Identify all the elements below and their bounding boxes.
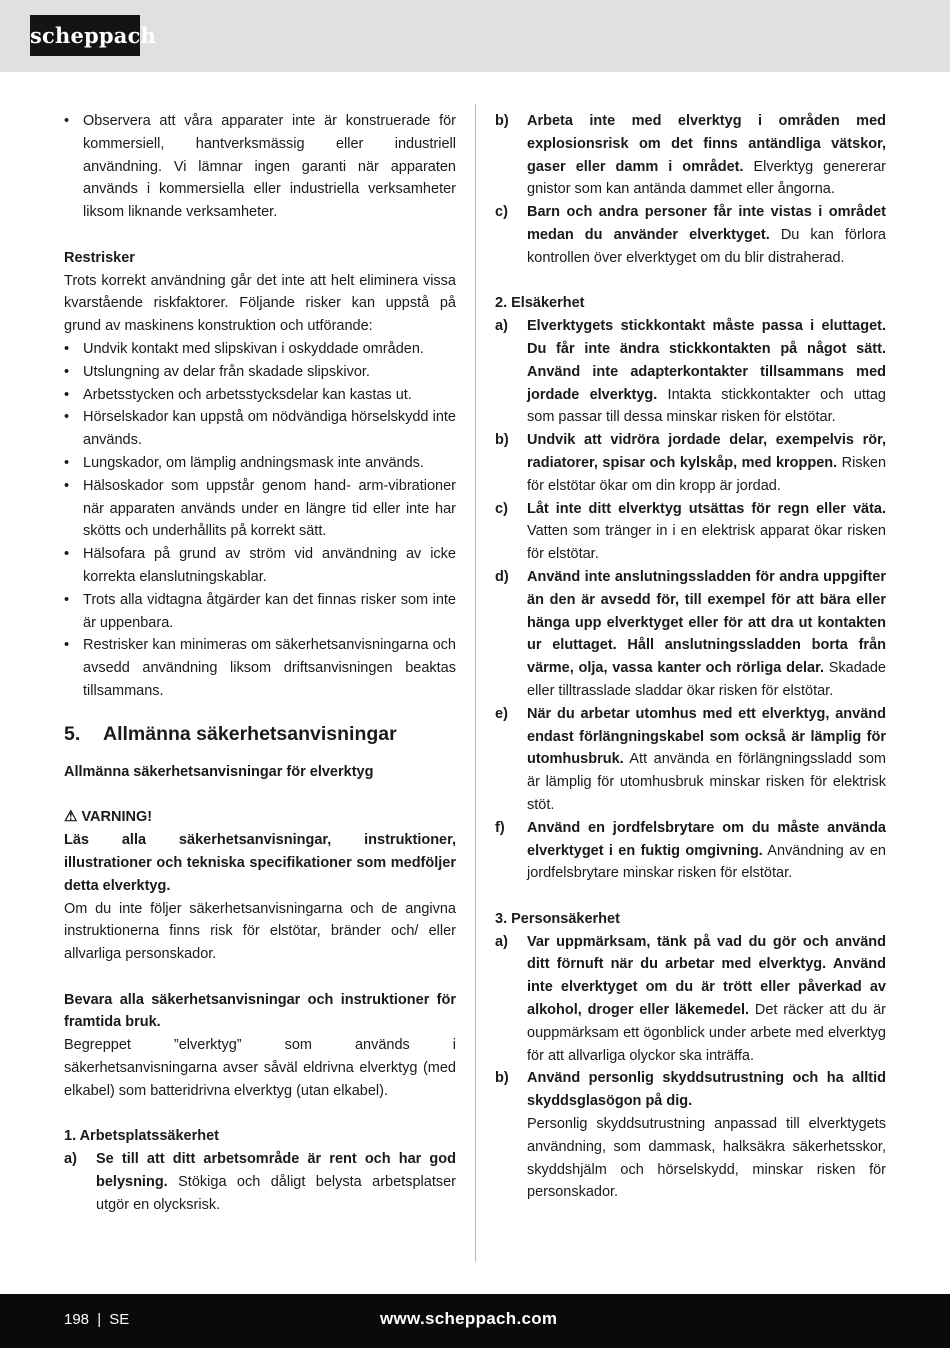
website-link[interactable]: www.scheppach.com bbox=[380, 1309, 558, 1328]
list-item bbox=[495, 1067, 886, 1113]
item-label: c) bbox=[495, 500, 508, 517]
item-text bbox=[527, 429, 886, 497]
section-number: 5. bbox=[64, 722, 81, 745]
list-item bbox=[495, 703, 886, 817]
work-items-left bbox=[64, 1148, 456, 1216]
list-item bbox=[495, 110, 886, 201]
list-item bbox=[495, 201, 886, 269]
item-text bbox=[527, 201, 886, 269]
list-item bbox=[495, 429, 886, 497]
list-item: • Utslungning av delar från skadade slipskivor. bbox=[64, 361, 456, 384]
item-normal-text: Att använda en förlängningssladd som är lämplig för utomhusbruk minskar risken för elektrisk stöt. bbox=[527, 751, 886, 813]
item-text bbox=[527, 931, 886, 1068]
person-items bbox=[495, 931, 886, 1113]
person-heading: 3. Personsäkerhet bbox=[495, 910, 620, 927]
keep-text: Begreppet ”elverktyg” som används i säkerhetsanvisningarna avser såväl eldrivna elverktyg (med elkabel) som batteridrivna elverktyg (utan elkabel). bbox=[64, 1037, 456, 1099]
rest-intro: Trots korrekt användning går det inte att helt eliminera vissa kvarstående riskfaktorer. Följande risker kan uppstå på grund av maskinens konstruktion och utförande: bbox=[64, 272, 456, 335]
intro-bullet: • Observera att våra apparater inte är konstruerade för kommersiell, hantverksmässig eller industriell användning. Vi lämnar ingen garanti när apparaten används i kommersiella eller industriella verksamheter liksom liknande verksamheter. bbox=[64, 110, 456, 224]
item-normal-text: Elverktyg genererar gnistor som kan antända dammet eller ångorna. bbox=[527, 158, 886, 198]
list-item bbox=[495, 498, 886, 566]
item-label: b) bbox=[495, 1070, 509, 1087]
item-normal-text: Det räcker att du är ouppmärksam ett ögonblick under arbete med elverktyg för att allvarliga olyckor ska inträffa. bbox=[527, 1002, 886, 1064]
list-item: • Lungskador, om lämplig andningsmask inte används. bbox=[64, 452, 456, 475]
item-bold-text: När du arbetar utomhus med ett elverktyg, använd endast förlängningskabel som också är lämplig för utomhusbruk. bbox=[527, 705, 886, 768]
list-item: • Trots alla vidtagna åtgärder kan det finnas risker som inte är uppenbara. bbox=[64, 589, 456, 635]
item-bold-text: Använd en jordfelsbrytare om du måste använda elverktyget i en fuktig omgivning. bbox=[527, 819, 886, 859]
work-items-right bbox=[495, 110, 886, 270]
item-bold-text: Elverktygets stickkontakt måste passa i eluttaget. Du får inte ändra stickkontakten på något sätt. Använd inte adapterkontakter tillsammans med jordade elverktyg. bbox=[527, 318, 886, 403]
list-item: • Undvik kontakt med slipskivan i oskyddade områden. bbox=[64, 338, 456, 361]
section-title: Allmänna säkerhetsanvisningar bbox=[103, 722, 397, 745]
brand-logo: scheppach bbox=[30, 15, 140, 56]
item-bold-text: Låt inte ditt elverktyg utsättas för regn eller väta. bbox=[527, 500, 886, 517]
item-label: f) bbox=[495, 819, 505, 836]
item-bold-text: Var uppmärksam, tänk på vad du gör och använd ditt förnuft när du arbetar med elverktyg. Använd inte elverktyget om du är trött eller påverkad av alkohol, droger eller läkemedel. bbox=[527, 933, 886, 1019]
item-label: b) bbox=[495, 113, 509, 129]
warning-bold-text: Läs alla säkerhetsanvisningar, instruktioner, illustrationer och tekniska specifikationer som medföljer detta elverktyg. bbox=[64, 832, 456, 894]
item-text bbox=[527, 703, 886, 817]
el-heading: 2. Elsäkerhet bbox=[495, 295, 585, 312]
list-item bbox=[64, 1148, 456, 1216]
item-label: a) bbox=[495, 933, 508, 950]
person-b-text: Personlig skyddsutrustning anpassad till elverktygets användning, som dammask, halksäkra säkerhetsskor, skyddshjälm och hörselskydd, minskar risken för personskador. bbox=[527, 1116, 886, 1201]
item-bold-text: Arbeta inte med elverktyg i områden med explosionsrisk om det finns antändliga vätskor, gaser eller damm i området. bbox=[527, 113, 886, 175]
item-normal-text: Du kan förlora kontrollen över elverktyget om du blir distraherad. bbox=[527, 226, 886, 266]
item-normal-text: Vatten som tränger in i en elektrisk apparat ökar risken för elstötar. bbox=[527, 523, 886, 563]
right-column bbox=[495, 110, 886, 1204]
item-text bbox=[527, 498, 886, 566]
item-normal-text: Användning av en jordfelsbrytare minskar risken för elstötar. bbox=[527, 842, 886, 882]
list-item: • Restrisker kan minimeras om säkerhetsanvisningarna och avsedd användning liksom driftsanvisningen beaktas tillsammans. bbox=[64, 634, 456, 702]
item-label: d) bbox=[495, 568, 509, 585]
item-bold-text: Använd personlig skyddsutrustning och ha alltid skyddsglasögon på dig. bbox=[527, 1070, 886, 1110]
left-column bbox=[64, 110, 456, 1217]
item-text bbox=[96, 1148, 456, 1216]
item-label: e) bbox=[495, 705, 508, 722]
warning-triangle-icon: ⚠ bbox=[64, 808, 78, 826]
item-bold-text: Undvik att vidröra jordade delar, exempelvis rör, radiatorer, spisar och kylskåp, med kroppen. bbox=[527, 432, 886, 471]
item-bold-text: Använd inte anslutningssladden för andra uppgifter än den är avsedd för, till exempel för att bära eller hänga upp elverktyget eller för att dra ut kontakten ur eluttaget. Håll anslutningssladden borta från värme, olja, vassa kanter och rörliga delar. bbox=[527, 568, 886, 677]
warning-text: Om du inte följer säkerhetsanvisningarna och de angivna instruktionerna finns risk för elstötar, bränder och/ eller allvarliga personskador. bbox=[64, 900, 456, 963]
item-text bbox=[527, 817, 886, 885]
language-code: SE bbox=[109, 1311, 130, 1328]
list-item bbox=[495, 817, 886, 885]
item-text bbox=[527, 566, 886, 703]
page-footer bbox=[0, 1294, 950, 1348]
item-text bbox=[527, 1067, 886, 1113]
list-item: • Arbetsstycken och arbetsstycksdelar kan kastas ut. bbox=[64, 384, 456, 407]
item-bold-text: Se till att ditt arbetsområde är rent och har god belysning. bbox=[96, 1151, 456, 1191]
person-b-continuation bbox=[495, 1113, 886, 1204]
item-label: b) bbox=[495, 432, 509, 449]
list-item: • Hälsofara på grund av ström vid användning av icke korrekta elanslutningskablar. bbox=[64, 543, 456, 589]
list-item: • Hörselskador kan uppstå om nödvändiga hörselskydd inte används. bbox=[64, 406, 456, 452]
warning-label: VARNING! bbox=[81, 809, 153, 826]
page-number-value: 198 bbox=[64, 1311, 90, 1328]
item-normal-text: Intakta stickkontakter och uttag som passar till dessa minskar risken för elstötar. bbox=[527, 386, 887, 426]
el-items bbox=[495, 315, 886, 885]
item-label: a) bbox=[64, 1151, 77, 1168]
page-header bbox=[0, 0, 950, 72]
list-item bbox=[495, 315, 886, 429]
list-item: • Hälsoskador som uppstår genom hand- arm-vibrationer när apparaten används under en längre tid eller inte har skötts och underhållits på korrekt sätt. bbox=[64, 475, 456, 543]
item-label: c) bbox=[495, 204, 508, 221]
rest-bullet-list bbox=[64, 338, 456, 703]
general-heading: Allmänna säkerhetsanvisningar för elverktyg bbox=[64, 763, 374, 780]
work-heading: 1. Arbetsplatssäkerhet bbox=[64, 1128, 220, 1145]
item-text bbox=[527, 315, 886, 429]
item-text bbox=[527, 110, 886, 201]
list-item bbox=[495, 931, 886, 1068]
column-divider bbox=[475, 104, 476, 1262]
item-normal-text: Skadade eller tilltrasslade sladdar ökar risken för elstötar. bbox=[527, 660, 886, 699]
item-bold-text: Barn och andra personer får inte vistas i området medan du använder elverktyget. bbox=[527, 204, 886, 243]
item-normal-text: Risken för elstötar ökar om din kropp är jordad. bbox=[527, 454, 887, 494]
warning-heading bbox=[64, 806, 456, 829]
item-normal-text: Stökiga och dåligt belysta arbetsplatser utgör en olycksrisk. bbox=[96, 1174, 456, 1213]
list-item bbox=[495, 566, 886, 703]
page-number: 198 | SE bbox=[64, 1311, 130, 1328]
keep-bold-text: Bevara alla säkerhetsanvisningar och instruktioner för framtida bruk. bbox=[64, 991, 456, 1031]
rest-heading: Restrisker bbox=[64, 249, 135, 266]
item-label: a) bbox=[495, 318, 508, 335]
section-heading bbox=[64, 719, 456, 749]
